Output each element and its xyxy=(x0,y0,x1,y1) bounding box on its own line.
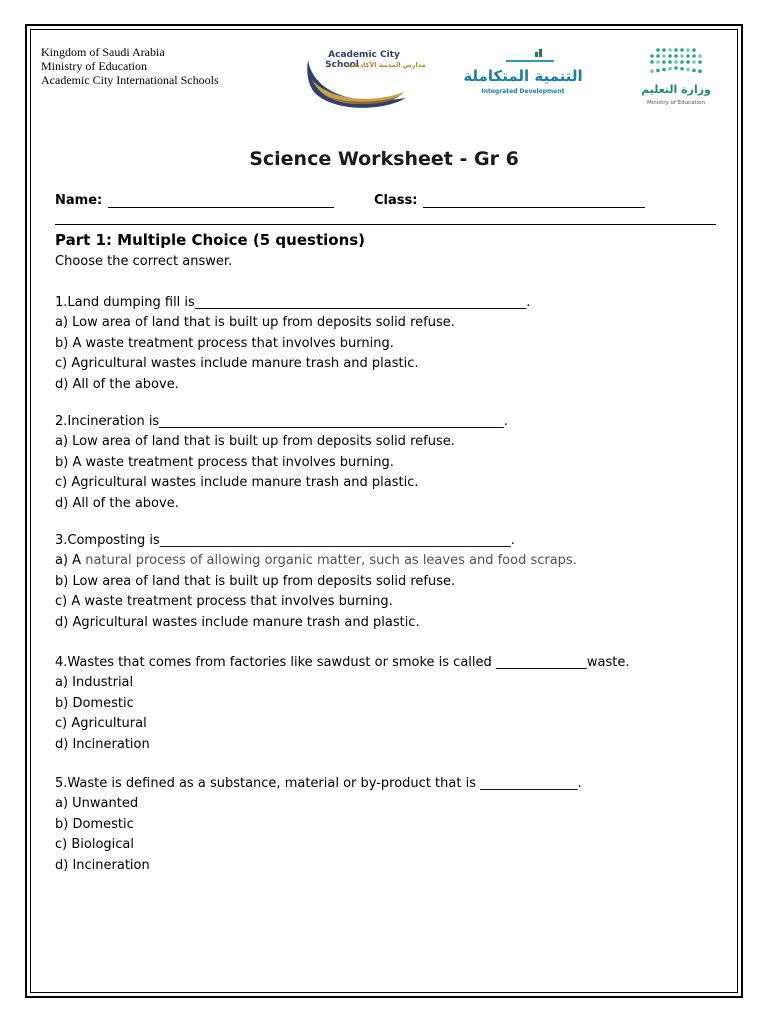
option-b: b) A waste treatment process that involves burning. xyxy=(55,454,394,470)
question-1 xyxy=(55,293,530,395)
worksheet-title: Science Worksheet - Gr 6 xyxy=(249,148,519,170)
question-2 xyxy=(55,412,508,514)
moe-logo-arabic: وزارة التعليم xyxy=(641,83,711,96)
option-c: c) A waste treatment process that involves burning. xyxy=(55,594,393,610)
option-b: b) Low area of land that is built up from deposits solid refuse. xyxy=(55,573,456,589)
option-b: b) Domestic xyxy=(55,816,134,832)
question-text: 4.Wastes that comes from factories like sawdust or smoke is called ______________waste. xyxy=(55,655,630,670)
moe-logo-english: Ministry of Education xyxy=(646,100,706,106)
question-text: 5.Waste is defined as a substance, material or by-product that is _______________. xyxy=(55,776,582,791)
header-line-ministry: Ministry of Education xyxy=(41,59,147,73)
option-a-rest: natural process of allowing organic matter, such as leaves and food scraps. xyxy=(85,553,577,569)
option-a: a) Low area of land that is built up from deposits solid refuse. xyxy=(55,315,455,331)
school-header xyxy=(41,45,219,87)
ministry-of-education-logo xyxy=(641,44,711,108)
question-text: 2.Incineration is_____________________________________________________. xyxy=(55,414,508,429)
question-text: 1.Land dumping fill is___________________________________________________. xyxy=(55,295,531,310)
integrated-development-arabic: التنمية المتكاملة xyxy=(463,67,583,85)
question-3 xyxy=(55,531,577,633)
option-d: d) Incineration xyxy=(55,736,150,752)
option-a: a) Low area of land that is built up from deposits solid refuse. xyxy=(55,434,455,450)
acs-logo-line2: School xyxy=(325,60,359,70)
name-field xyxy=(55,193,334,208)
name-label: Name: xyxy=(55,193,103,208)
integrated-development-english: Integrated Development xyxy=(481,88,565,95)
header-line-school: Academic City International Schools xyxy=(41,73,219,87)
option-c: c) Agricultural xyxy=(55,716,147,732)
option-d: d) Agricultural wastes include manure trash and plastic. xyxy=(55,614,420,630)
option-c: c) Agricultural wastes include manure trash and plastic. xyxy=(55,475,419,491)
option-c: c) Biological xyxy=(55,837,134,853)
option-b: b) Domestic xyxy=(55,695,134,711)
option-a xyxy=(55,551,577,571)
class-field xyxy=(374,193,645,208)
acs-logo-line1: Academic City xyxy=(328,50,400,60)
question-4 xyxy=(55,653,630,755)
option-c: c) Agricultural wastes include manure trash and plastic. xyxy=(55,356,419,372)
part1-title: Part 1: Multiple Choice (5 questions) xyxy=(55,231,366,249)
part1-instruction: Choose the correct answer. xyxy=(55,254,233,269)
option-d: d) Incineration xyxy=(55,857,150,873)
class-blank-line[interactable] xyxy=(423,193,645,208)
option-d: d) All of the above. xyxy=(55,495,179,511)
integrated-development-logo xyxy=(460,48,586,98)
question-5 xyxy=(55,774,582,876)
option-a: a) Unwanted xyxy=(55,796,139,812)
question-text: 3.Composting is______________________________________________________. xyxy=(55,533,515,548)
academic-city-school-logo xyxy=(302,46,426,118)
name-blank-line[interactable] xyxy=(108,193,334,208)
option-d: d) All of the above. xyxy=(55,376,179,392)
acs-logo-arabic: مدارس المدينة الأكاديمية xyxy=(346,61,426,69)
class-label: Class: xyxy=(374,193,418,208)
option-b: b) A waste treatment process that involves burning. xyxy=(55,335,394,351)
header-line-country: Kingdom of Saudi Arabia xyxy=(41,45,165,59)
header-divider xyxy=(55,224,716,225)
option-a: a) Industrial xyxy=(55,675,134,691)
option-a-prefix: a) A xyxy=(55,553,86,569)
